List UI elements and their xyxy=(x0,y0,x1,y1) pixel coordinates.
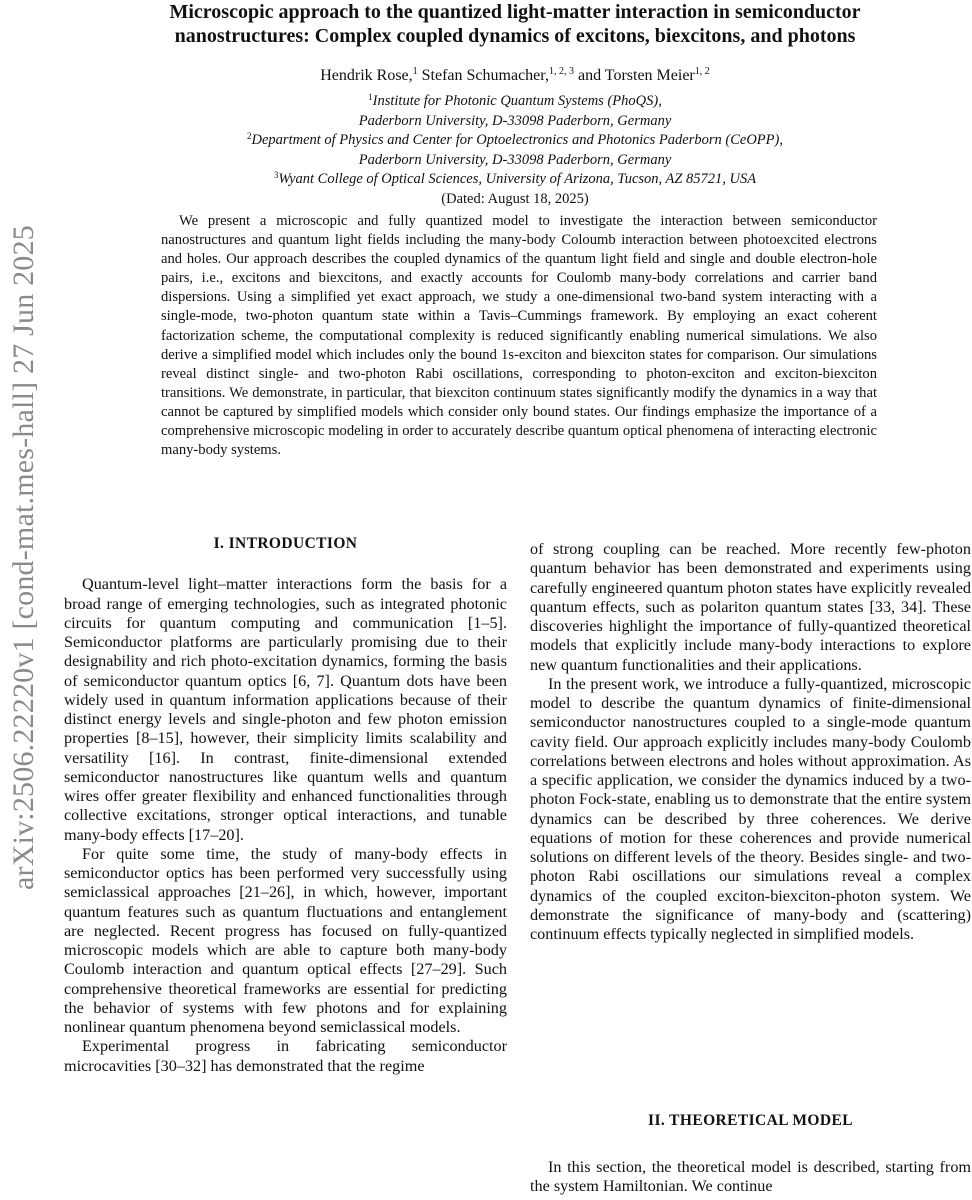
title-line-2: nanostructures: Complex coupled dynamics of excitons, biexcitons, and photons xyxy=(174,25,856,47)
arxiv-id-text: arXiv:2506.22220v1 [cond-mat.mes-hall] 27 Jun 2025 xyxy=(7,225,40,890)
author-1: Hendrik Rose, xyxy=(320,67,413,84)
author-3: Torsten Meier xyxy=(604,67,695,84)
section-heading-introduction: I. INTRODUCTION xyxy=(213,535,358,552)
right-column xyxy=(530,540,971,944)
affiliation-2-line-1: Department of Physics and Center for Optoelectronics and Photonics Paderborn (CeOPP), xyxy=(251,132,783,148)
arxiv-sidebar-identifier xyxy=(2,200,42,890)
affiliation-2 xyxy=(70,131,960,151)
intro-paragraph-3-continued: of strong coupling can be reached. More recently few-photon quantum behavior has been demonstrated and experiments using carefully engineered quantum photon states have explicitly revealed quantum effects, such as polariton quantum states [33, 34]. These discoveries highlight the importance of fully-quantized theoretical models that explicitly include many-body interactions to explore new quantum functionalities and their applications. xyxy=(530,540,971,674)
theory-paragraph-1: In this section, the theoretical model is described, starting from the system Hamiltonian. We continue xyxy=(530,1158,971,1196)
theory-section-text xyxy=(530,1158,971,1197)
affiliation-1 xyxy=(70,92,960,112)
affiliation-3 xyxy=(70,170,960,190)
author-conjunction: and xyxy=(577,67,602,84)
intro-paragraph-3: Experimental progress in fabricating semiconductor microcavities [30–32] has demonstrated that the regime xyxy=(64,1037,507,1075)
paper-title xyxy=(70,0,960,48)
author-2: Stefan Schumacher, xyxy=(421,67,549,84)
affiliation-1-mark: 1 xyxy=(368,92,373,102)
intro-paragraph-2: For quite some time, the study of many-body effects in semiconductor optics has been performed very successfully using semiclassical approaches [21–26], in which, however, important quantum features such as quantum fluctuations and entanglement are neglected. Recent progress has focused on fully-quantized microscopic models which are able to capture both many-body Coulomb interaction and quantum optical effects [27–29]. Such comprehensive theoretical frameworks are essential for predicting the behavior of systems with few photons and for explaining nonlinear quantum phenomena beyond semiclassical models. xyxy=(64,844,507,1036)
affiliation-2-line-2: Paderborn University, D-33098 Paderborn, Germany xyxy=(358,151,672,168)
intro-paragraph-4: In the present work, we introduce a fully-quantized, microscopic model to describe the quantum dynamics of finite-dimensional semiconductor nanostructures coupled to a single-mode quantum cavity field. Our approach explicitly includes many-body Coulomb correlations between electrons and holes without approximation. As a specific application, we consider the dynamics induced by a two-photon Fock-state, enabling us to demonstrate that the entire system dynamics can be described by three coherences. We derive equations of motion for these coherences and provide numerical solutions on different levels of the theory. Besides single- and two-photon Rabi oscillations our simulations reveal a complex dynamics of the coupled exciton-biexciton-photon system. We demonstrate the significance of many-body and (scattering) continuum effects typically neglected in simplified models. xyxy=(530,674,971,943)
abstract-text: We present a microscopic and fully quantized model to investigate the interaction between semiconductor nanostructures and quantum light fields including the many-body Coloumb interaction between photoexcited electrons and holes. Our approach describes the coupled dynamics of the quantum light field and single and double electron-hole pairs, i.e., excitons and biexcitons, and exactly accounts for Coulomb many-body correlations and carrier band dispersions. Using a simplified yet exact approach, we study a one-dimensional two-band system interacting with a single-mode, two-photon quantum state within a Tavis–Cummings framework. By employing an exact coherent factorization scheme, the computational complexity is reduced significantly enabling numerical simulations. We also derive a simplified model which includes only the bound 1s-exciton and biexciton states for comparison. Our simulations reveal distinct single- and two-photon Rabi oscillations, corresponding to photon-exciton and exciton-biexciton transitions. We demonstrate, in particular, that biexciton continuum states significantly modify the dynamics in a way that cannot be captured by simplified models which consider only bound states. Our findings emphasize the importance of a comprehensive microscopic modeling in order to accurately describe quantum optical phenomena of interacting electronic many-body systems. xyxy=(161,213,877,459)
author-list xyxy=(70,66,960,86)
section-heading-theoretical-model: II. THEORETICAL MODEL xyxy=(648,1112,853,1129)
author-2-affil: 1, 2, 3 xyxy=(548,66,574,77)
affiliation-1-line-1: Institute for Photonic Quantum Systems (PhoQS), xyxy=(372,93,662,109)
date-line: (Dated: August 18, 2025) xyxy=(441,190,589,207)
abstract xyxy=(161,212,877,460)
author-3-affil: 1, 2 xyxy=(694,66,710,77)
intro-paragraph-1: Quantum-level light–matter interactions form the basis for a broad range of emerging technologies, such as integrated photonic circuits for quantum computing and communication [1–5]. Semiconductor platforms are particularly promising due to their designability and rich photo-excitation dynamics, forming the basis of semiconductor quantum optics [6, 7]. Quantum dots have been widely used in quantum information applications because of their distinct energy levels and single-photon and few photon emission properties [8–15], however, their simplicity limits scalability and versatility [16]. In contrast, finite-dimensional extended semiconductor nanostructures like quantum wells and quantum wires offer greater flexibility and enhanced functionalities through collective excitations, stronger optical interactions, and tunable many-body effects [17–20]. xyxy=(64,575,507,844)
author-1-affil: 1 xyxy=(412,66,418,77)
title-line-1: Microscopic approach to the quantized light-matter interaction in semiconductor xyxy=(169,1,861,23)
affiliation-2-mark: 2 xyxy=(247,131,252,141)
affiliation-3-line-1: Wyant College of Optical Sciences, University of Arizona, Tucson, AZ 85721, USA xyxy=(278,171,757,187)
affiliation-3-mark: 3 xyxy=(273,170,279,180)
left-column xyxy=(64,530,507,1076)
affiliations xyxy=(70,92,960,209)
affiliation-1-line-2: Paderborn University, D-33098 Paderborn, Germany xyxy=(358,112,672,129)
